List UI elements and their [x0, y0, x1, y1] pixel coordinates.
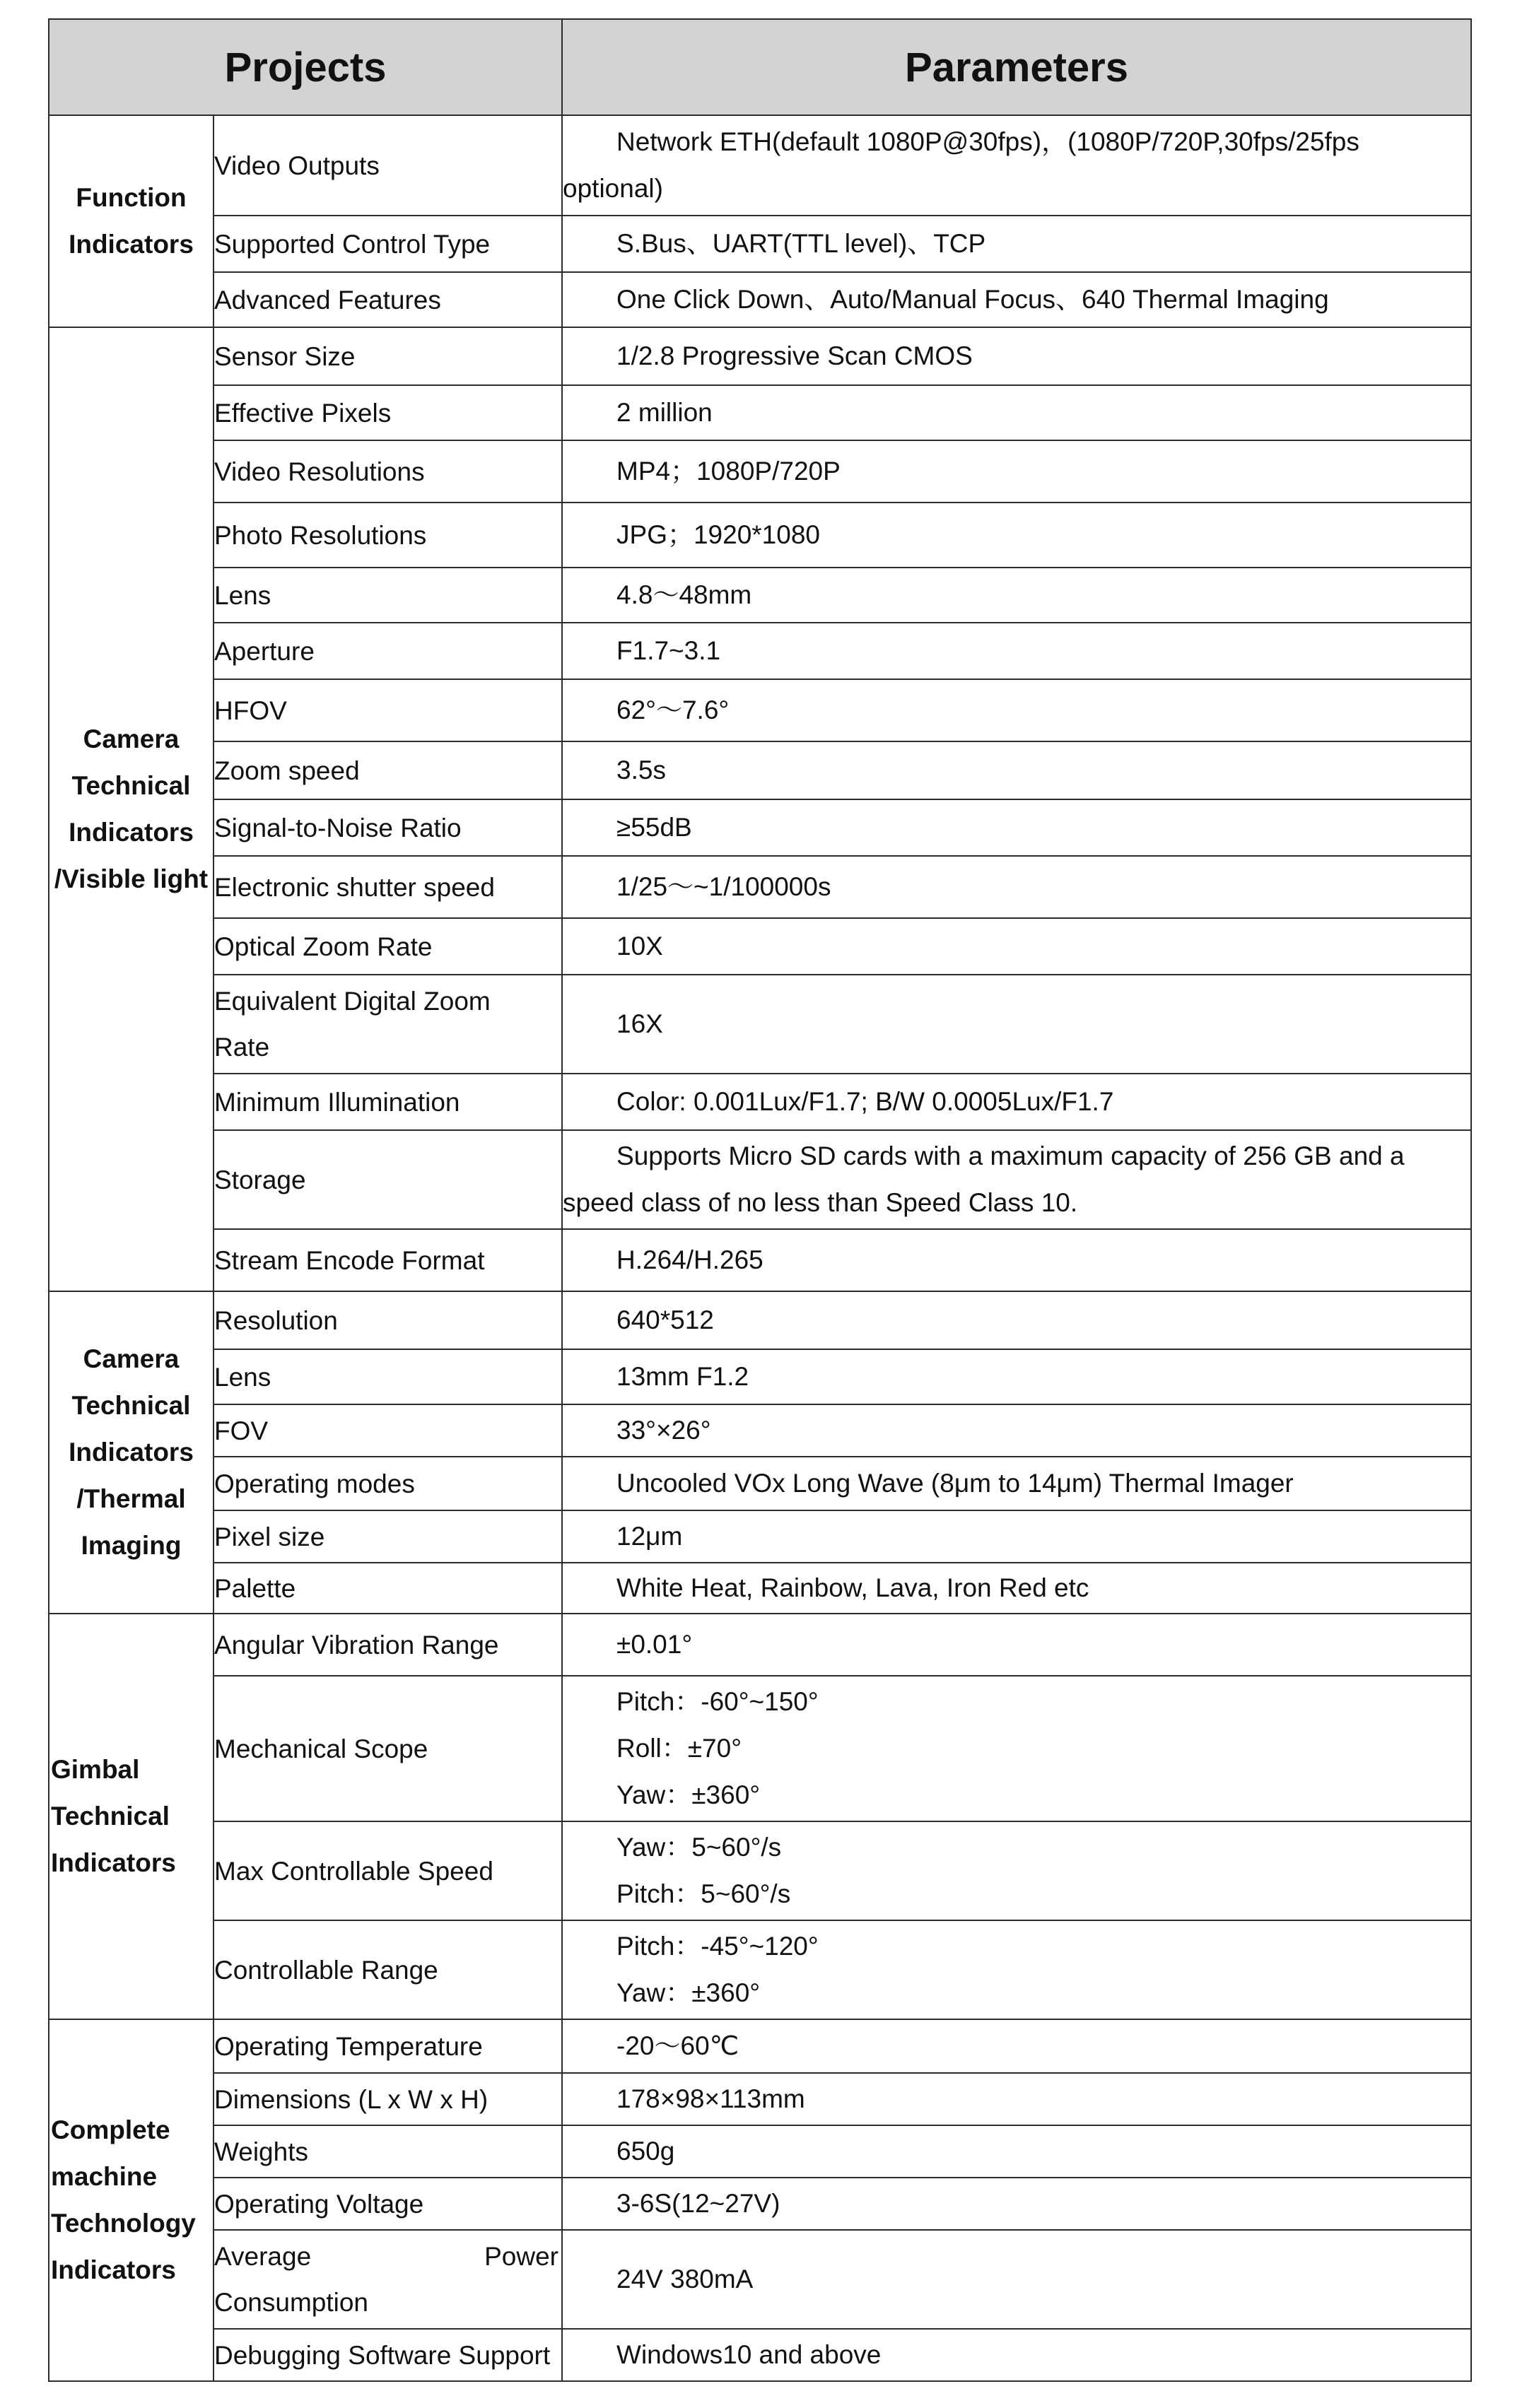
table-row — [49, 1614, 1471, 1676]
item-value: 1/25～~1/100000s — [562, 856, 1471, 918]
item-label: Resolution — [213, 1291, 562, 1349]
table-row — [49, 2073, 1471, 2125]
table-row — [49, 741, 1471, 799]
table-row — [49, 2125, 1471, 2178]
section-complete-machine-indicators: Complete machine Technology Indicators — [49, 2019, 213, 2381]
table-row — [49, 1821, 1471, 1920]
item-label: Pixel size — [213, 1510, 562, 1563]
item-value: 2 million — [562, 385, 1471, 440]
table-row — [49, 1676, 1471, 1821]
table-row — [49, 327, 1471, 385]
item-value: 1/2.8 Progressive Scan CMOS — [562, 327, 1471, 385]
item-value: -20～60℃ — [562, 2019, 1471, 2073]
item-value: ±0.01° — [562, 1614, 1471, 1676]
item-value: Color: 0.001Lux/F1.7; B/W 0.0005Lux/F1.7 — [562, 1074, 1471, 1130]
item-value: S.Bus、UART(TTL level)、TCP — [562, 216, 1471, 272]
table-row — [49, 1229, 1471, 1291]
table-row — [49, 799, 1471, 856]
item-label: Signal-to-Noise Ratio — [213, 799, 562, 856]
item-label: Controllable Range — [213, 1920, 562, 2019]
section-gimbal-indicators: Gimbal Technical Indicators — [49, 1614, 213, 2019]
item-label: Photo Resolutions — [213, 503, 562, 568]
table-row — [49, 385, 1471, 440]
section-camera-thermal-imaging: Camera Technical Indicators /Thermal Imaging — [49, 1291, 213, 1614]
item-label: Electronic shutter speed — [213, 856, 562, 918]
item-value: H.264/H.265 — [562, 1229, 1471, 1291]
item-label: Mechanical Scope — [213, 1676, 562, 1821]
table-row — [49, 1510, 1471, 1563]
table-row — [49, 2230, 1471, 2329]
table-row — [49, 1349, 1471, 1404]
item-value: 33°×26° — [562, 1404, 1471, 1457]
item-label: Aperture — [213, 623, 562, 679]
table-row — [49, 1130, 1471, 1229]
table-row — [49, 975, 1471, 1074]
table-row — [49, 216, 1471, 272]
item-value: 3.5s — [562, 741, 1471, 799]
table-row — [49, 2019, 1471, 2073]
item-value: Pitch：-60°~150° Roll：±70° Yaw：±360° — [562, 1676, 1471, 1821]
item-label: FOV — [213, 1404, 562, 1457]
section-camera-visible-light: Camera Technical Indicators /Visible light — [49, 327, 213, 1291]
item-label: Debugging Software Support — [213, 2329, 562, 2381]
specifications-table — [48, 18, 1472, 2382]
item-label: HFOV — [213, 679, 562, 741]
table-row — [49, 2178, 1471, 2230]
item-label: Angular Vibration Range — [213, 1614, 562, 1676]
item-value: 650g — [562, 2125, 1471, 2178]
table-row — [49, 1920, 1471, 2019]
item-value: 10X — [562, 918, 1471, 975]
item-value: 12μm — [562, 1510, 1471, 1563]
item-label: Operating modes — [213, 1457, 562, 1510]
table-row — [49, 623, 1471, 679]
table-row — [49, 856, 1471, 918]
table-row — [49, 115, 1471, 216]
section-function-indicators: Function Indicators — [49, 115, 213, 327]
item-value: F1.7~3.1 — [562, 623, 1471, 679]
item-value: 62°～7.6° — [562, 679, 1471, 741]
table-row — [49, 568, 1471, 623]
item-value: Network ETH(default 1080P@30fps)，(1080P/720P,30fps/25fps optional) — [562, 115, 1471, 216]
item-value: 13mm F1.2 — [562, 1349, 1471, 1404]
item-value: White Heat, Rainbow, Lava, Iron Red etc — [562, 1563, 1471, 1614]
item-value: 178×98×113mm — [562, 2073, 1471, 2125]
table-row — [49, 679, 1471, 741]
item-label: Dimensions (L x W x H) — [213, 2073, 562, 2125]
item-value: MP4；1080P/720P — [562, 440, 1471, 503]
item-value: Pitch：-45°~120° Yaw：±360° — [562, 1920, 1471, 2019]
item-label: Optical Zoom Rate — [213, 918, 562, 975]
item-label: Effective Pixels — [213, 385, 562, 440]
projects-header: Projects — [49, 19, 562, 115]
table-row — [49, 2329, 1471, 2381]
item-value: ≥55dB — [562, 799, 1471, 856]
item-label: Operating Temperature — [213, 2019, 562, 2073]
spec-sheet — [48, 18, 1470, 2382]
item-label: Palette — [213, 1563, 562, 1614]
table-row — [49, 1074, 1471, 1130]
parameters-header: Parameters — [562, 19, 1471, 115]
item-label: Sensor Size — [213, 327, 562, 385]
item-label: Lens — [213, 568, 562, 623]
item-label: Weights — [213, 2125, 562, 2178]
item-value: One Click Down、Auto/Manual Focus、640 Thermal Imaging — [562, 272, 1471, 327]
item-value: Windows10 and above — [562, 2329, 1471, 2381]
table-row — [49, 1404, 1471, 1457]
item-value: Uncooled VOx Long Wave (8μm to 14μm) Thermal Imager — [562, 1457, 1471, 1510]
item-value: Yaw：5~60°/s Pitch：5~60°/s — [562, 1821, 1471, 1920]
table-row — [49, 1457, 1471, 1510]
item-value: 640*512 — [562, 1291, 1471, 1349]
table-row — [49, 503, 1471, 568]
item-label: Max Controllable Speed — [213, 1821, 562, 1920]
item-value: Supports Micro SD cards with a maximum capacity of 256 GB and a speed class of no less than Speed Class 10. — [562, 1130, 1471, 1229]
item-label: Operating Voltage — [213, 2178, 562, 2230]
table-row — [49, 1563, 1471, 1614]
item-label: Stream Encode Format — [213, 1229, 562, 1291]
item-value: 4.8～48mm — [562, 568, 1471, 623]
item-value: 16X — [562, 975, 1471, 1074]
table-header-row — [49, 19, 1471, 115]
table-row — [49, 440, 1471, 503]
item-label: Average Power Consumption — [213, 2230, 562, 2329]
item-label: Advanced Features — [213, 272, 562, 327]
item-label: Zoom speed — [213, 741, 562, 799]
item-label: Minimum Illumination — [213, 1074, 562, 1130]
item-label: Supported Control Type — [213, 216, 562, 272]
item-value: 3-6S(12~27V) — [562, 2178, 1471, 2230]
item-label: Video Outputs — [213, 115, 562, 216]
item-value: 24V 380mA — [562, 2230, 1471, 2329]
table-row — [49, 1291, 1471, 1349]
item-value: JPG；1920*1080 — [562, 503, 1471, 568]
item-label: Storage — [213, 1130, 562, 1229]
item-label: Equivalent Digital Zoom Rate — [213, 975, 562, 1074]
table-row — [49, 918, 1471, 975]
table-row — [49, 272, 1471, 327]
item-label: Video Resolutions — [213, 440, 562, 503]
item-label: Lens — [213, 1349, 562, 1404]
